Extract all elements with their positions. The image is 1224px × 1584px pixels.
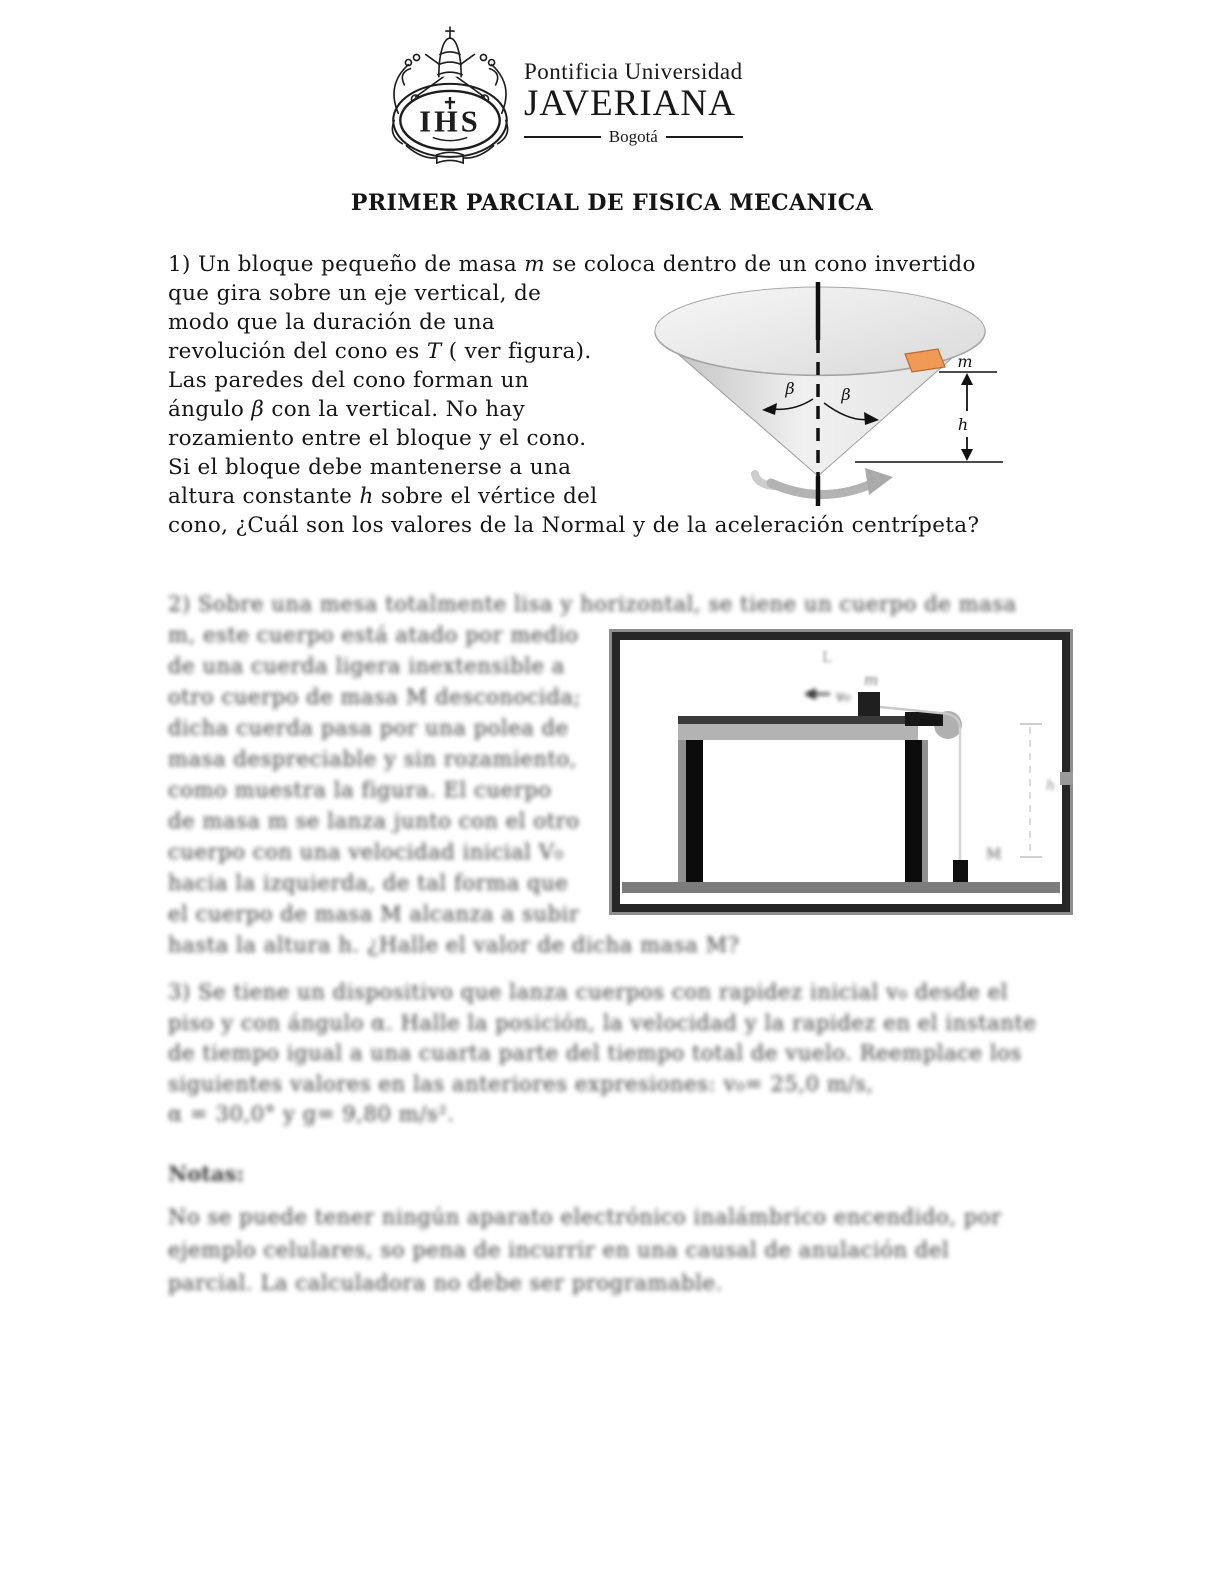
pulley-mount xyxy=(905,712,943,726)
problem3-line: de tiempo igual a una cuarta parte del tiempo total de vuelo. Reemplace los xyxy=(168,1041,1022,1065)
problem3-text xyxy=(168,977,1037,1130)
problem1-line: ángulo β con la vertical. No hay xyxy=(168,397,526,422)
notes-heading: Notas: xyxy=(168,1161,245,1186)
problem2-line: el cuerpo de masa M alcanza a subir xyxy=(168,902,580,926)
rule-right xyxy=(666,136,743,138)
university-logo xyxy=(384,24,743,166)
problem1-line: rozamiento entre el bloque y el cono. xyxy=(168,426,587,451)
fig2-length-label: L xyxy=(822,650,832,666)
beta-left-label: β xyxy=(785,379,795,398)
rule-left xyxy=(524,136,601,138)
problem2-line: m, este cuerpo está atado por medio xyxy=(168,623,579,647)
fig2-velocity-label: v₀ xyxy=(836,687,851,705)
cone-height-label: h xyxy=(957,415,969,434)
problem3-line: siguientes valores en las anteriores expresiones: v₀= 25,0 m/s, xyxy=(168,1071,874,1096)
notes-line: ejemplo celulares, so pena de incurrir en una causal de anulación del xyxy=(168,1238,950,1262)
problem1-line: revolución del cono es T ( ver figura). xyxy=(168,339,592,364)
cone-figure xyxy=(633,278,1015,510)
problem2-line: hasta la altura h. ¿Halle el valor de dicha masa M? xyxy=(168,933,740,957)
problem3-line: piso y con ángulo α. Halle la posición, la velocidad y la rapidez en el instante xyxy=(168,1010,1037,1035)
notes-line: parcial. La calculadora no debe ser programable. xyxy=(168,1271,723,1295)
crest-monogram: IHS xyxy=(419,104,481,139)
university-name: JAVERIANA xyxy=(524,83,736,125)
problem2-line: otro cuerpo de masa M desconocida; xyxy=(168,685,582,709)
problem2-line: hacia la izquierda, de tal forma que xyxy=(168,871,569,895)
problem2-line: 2) Sobre una mesa totalmente lisa y horizontal, se tiene un cuerpo de masa xyxy=(168,592,1017,616)
university-crest-icon xyxy=(384,24,516,166)
problem3-line: 3) Se tiene un dispositivo que lanza cuerpos con rapidez inicial v₀ desde el xyxy=(168,980,1009,1004)
floor xyxy=(622,882,1060,893)
university-line1: Pontificia Universidad xyxy=(524,59,743,84)
problem1-line: 1) Un bloque pequeño de masa m se coloca dentro de un cono invertido xyxy=(168,252,976,277)
left-leg xyxy=(686,740,703,882)
problem1-line: cono, ¿Cuál son los valores de la Normal y de la aceleración centrípeta? xyxy=(168,513,980,538)
problem1-line: modo que la duración de una xyxy=(168,310,496,335)
fig2-height-label: h xyxy=(1046,778,1056,794)
fig2-mass-label: m xyxy=(864,671,879,689)
rotation-arrowhead-icon xyxy=(865,468,893,495)
exam-title: PRIMER PARCIAL DE FISICA MECANICA xyxy=(350,190,874,216)
problem1-line: Si el bloque debe mantenerse a una xyxy=(168,455,572,480)
problem2-line: masa despreciable y sin rozamiento, xyxy=(168,747,578,771)
problem2-line: como muestra la figura. El cuerpo xyxy=(168,778,552,802)
university-wordmark xyxy=(524,60,743,147)
problem1-line: que gira sobre un eje vertical, de xyxy=(168,281,542,306)
right-leg xyxy=(905,740,922,882)
fig2-hanging-mass-label: M xyxy=(986,845,1002,863)
height-arrowhead-down-icon xyxy=(961,449,973,461)
beta-right-label: β xyxy=(841,385,851,404)
problem3-line: α = 30,0° y g= 9,80 m/s². xyxy=(168,1102,455,1126)
pulley-table-figure xyxy=(608,628,1074,916)
university-city-row xyxy=(524,127,743,147)
problem2-line: dicha cuerda pasa por una polea de xyxy=(168,716,569,740)
problem2-line: de masa m se lanza junto con el otro xyxy=(168,809,580,833)
table-edge xyxy=(678,724,918,740)
problem1-line: altura constante h sobre el vértice del xyxy=(168,484,598,509)
height-arrowhead-up-icon xyxy=(961,373,973,385)
left-leg-highlight xyxy=(678,740,686,882)
table-top xyxy=(678,716,918,724)
cone-mass-label: m xyxy=(957,352,973,371)
block-m-on-table xyxy=(858,692,880,716)
right-leg-highlight xyxy=(922,740,928,882)
notes-text xyxy=(168,1201,1002,1300)
frame-tick xyxy=(1060,772,1073,785)
hanging-block-M xyxy=(953,860,968,882)
problem1-line: Las paredes del cono forman un xyxy=(168,368,529,393)
university-city: Bogotá xyxy=(608,126,658,146)
problem2-line: cuerpo con una velocidad inicial V₀ xyxy=(168,840,564,864)
problem2-line: de una cuerda ligera inextensible a xyxy=(168,654,565,678)
notes-line: No se puede tener ningún aparato electrónico inalámbrico encendido, por xyxy=(168,1205,1002,1229)
